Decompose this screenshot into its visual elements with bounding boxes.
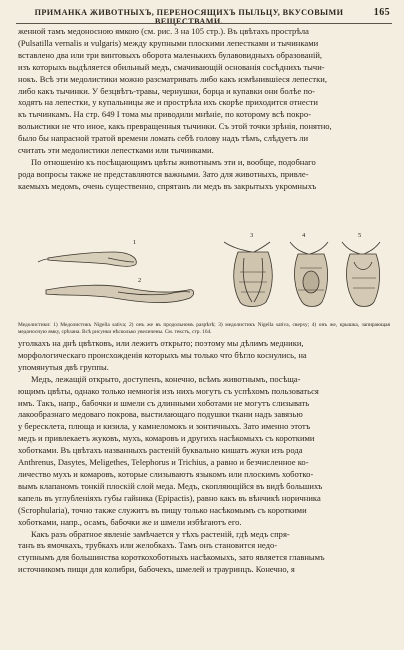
nectary-with-lid-view: [290, 242, 328, 307]
text-line: Anthrenus, Dasytes, Meligethes, Telephorus и Trichius, а равно и безчисленное ко-: [18, 457, 309, 468]
text-line: вольистики не что иное, какъ превращенныя тычинки. Съ этой точки зрѣнія, понятно,: [18, 121, 332, 132]
text-line: каемыхъ медомъ, очень существенно, спрятанъ ли медъ въ закрытыхъ укромныхъ: [18, 180, 317, 191]
text-line: ступнымъ для большинства короткохоботныхъ насѣкомыхъ, зато является главнымъ: [18, 552, 325, 563]
text-line: либо какъ тычинки. У безцвѣтъ-травы, чернушки, борца и купавки они болѣе по-: [18, 85, 316, 96]
figure-label: 2: [138, 277, 142, 284]
text-line: имъ. Такъ, напр., бабочки и шмели съ длинными хоботами не могутъ слизывать: [18, 397, 310, 408]
text-line: личество мухъ и комаровъ, которые слизываютъ языкомъ или плоскимъ хоботко-: [18, 468, 314, 479]
header-rule: [16, 23, 392, 24]
figure-label: 4: [302, 232, 306, 239]
text-line: нокъ. Всѣ эти медолистики можно разсматривать либо какъ измѣнившіеся лепестки,: [18, 73, 327, 84]
text-line: капель въ углубленіяхъ губы гайника (Epipactis), равно какъ въ вѣнчикѣ норичника: [18, 492, 321, 503]
page-number: 165: [373, 7, 390, 18]
text-line: женной тамъ медоносною ямкою (см. рис. 3 на 105 стр.). Въ цвѣтахъ прострѣла: [18, 26, 309, 36]
nectary-cut-view: [342, 242, 380, 307]
figure-caption: Медолистики: 1) Медолистикъ Nigella sativa; 2) онъ же въ продольномъ разрѣзѣ; 3) медолистикъ Nigella sativa, сверху; 4) онъ же, крышка, запирающая медоносную ямку, срѣзана. Всѣ рисунки нѣсколько увеличены. См. текстъ, стр. 164.: [18, 322, 390, 336]
engraving-svg: [18, 228, 390, 323]
text-line: изъ которыхъ выдѣляется обильный медъ, смачивающій основанія сосѣднихъ тычи-: [18, 61, 325, 72]
text-line: источникомъ пищи для колибри, бабочекъ, шмелей и трауринцъ. Конечно, я: [18, 564, 295, 575]
running-header: [18, 7, 390, 26]
header-title: ПРИМАНКА ЖИВОТНЫХЪ, ПЕРЕНОСЯЩИХЪ ПЫЛЬЦУ, ВКУСОВЫМИ ВЕЩЕСТВАМИ.: [34, 8, 344, 26]
text-line: уголкахъ на днѣ цвѣтковъ, или лежитъ открыто; поэтому мы дѣлимъ медники,: [18, 338, 304, 348]
text-line: танъ въ ямочкахъ, трубкахъ или желобкахъ. Тамъ онъ становится недо-: [18, 540, 278, 551]
text-line: Медъ, лежащій открыто, доступенъ, конечно, всѣмъ животнымъ, посѣща-: [31, 373, 301, 384]
top-paragraphs: [18, 26, 390, 193]
figure-label: 3: [250, 232, 254, 239]
text-line: (Pulsatilla vernalis и vulgaris) между крупными плоскими лепестками и тычинками: [18, 37, 319, 48]
text-line: упомянутыя двѣ группы.: [18, 361, 109, 372]
text-line: къ тычинкамъ. На стр. 649 I тома мы приводили мнѣніе, по которому всѣ покро-: [18, 109, 311, 120]
nectary-illustration: [18, 228, 390, 328]
text-line: Какъ разъ обратное явленіе замѣчается у тѣхъ растеній, гдѣ медъ спря-: [31, 528, 290, 539]
text-line: хоботками. Въ цвѣтахъ названныхъ растеній буквально кишатъ жуки изъ рода: [18, 445, 303, 456]
nectary-top-view: [224, 242, 272, 307]
text-line: у бересклета, плюща и кизила, у камнеломокъ и зонтичныхъ. Зато именно этотъ: [18, 421, 311, 432]
figure-label: 1: [133, 239, 137, 246]
text-line: По отношенію къ посѣщающимъ цвѣты животнымъ эти и, вообще, подобнаго: [31, 156, 316, 167]
text-line: ющимъ цвѣты, однако только немногія изъ нихъ могутъ съ успѣхомъ пользоваться: [18, 385, 319, 396]
text-line: медъ и привлекаетъ жуковъ, мухъ, комаровъ и другихъ насѣкомыхъ съ короткими: [18, 433, 315, 444]
nectary-section-view: [46, 285, 194, 302]
text-line: вымъ клапаномъ тонкій плоскій слой меда. Медъ, скопляющійся въ видѣ большихъ: [18, 480, 323, 491]
text-line: хоботками, напр., осамъ, бабочки же и шмели избѣгаютъ его.: [18, 516, 242, 527]
text-line: ходятъ на лепестки, у купальницы же и прострѣла ихъ скорѣе приходится отнести: [18, 97, 318, 108]
nectary-side-view: [38, 252, 136, 266]
figure-label: 5: [358, 232, 362, 239]
text-line: считать эти медолистики лепестками или тычинками.: [18, 145, 214, 156]
text-line: рода вопросы также не представляются важными. Зато для животныхъ, привле-: [18, 168, 309, 179]
text-line: лакообразнаго медоваго покрова, выстилающаго подушки ткани надъ завязью: [18, 409, 303, 420]
text-line: вставлено два или три винтовыхъ оборота маленькихъ булавовидныхъ образованій,: [18, 49, 323, 60]
text-line: морфологическаго происхожденія которыхъ мы только что бѣгло коснулись, на: [18, 349, 307, 360]
text-line: (Scrophularia), точно также служитъ въ пищу только насѣкомымъ съ короткими: [18, 504, 307, 515]
bottom-paragraphs: [18, 338, 390, 576]
text-line: было бы напрасной тратой времени ломать себѣ голову надъ тѣмъ, слѣдуетъ ли: [18, 133, 309, 144]
